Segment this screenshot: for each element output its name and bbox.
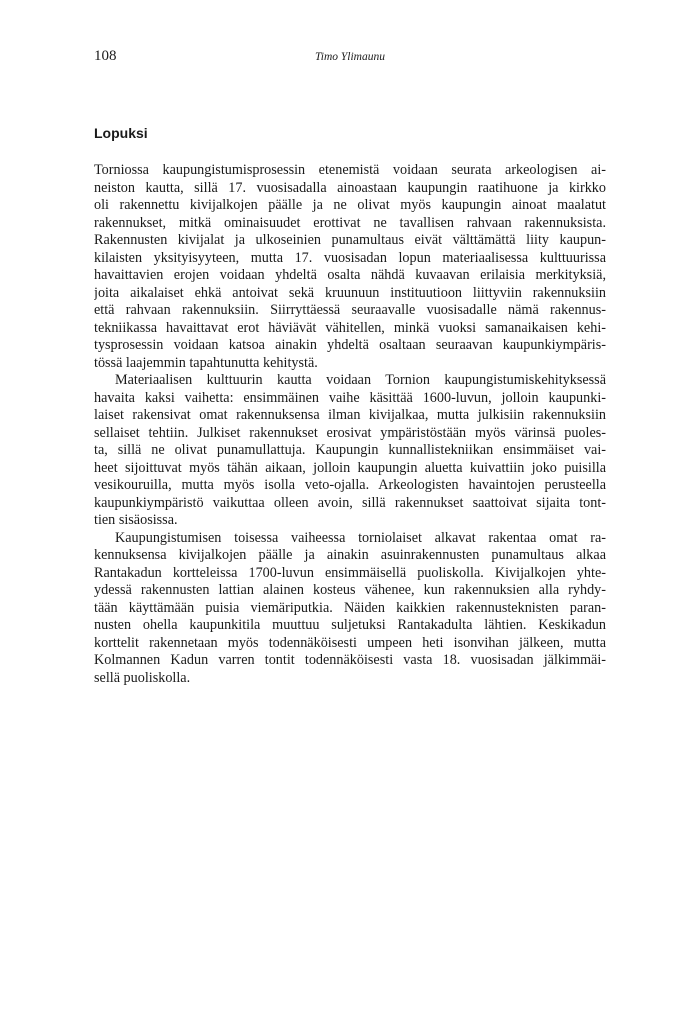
text-line: vesikouruilla, mutta myös isolla veto-ojalla. Arkeologisten havaintojen perusteella [94,477,606,493]
text-line: nusten ohella kaupunkitila muuttuu suljetuksi Rantakadulta lähtien. Keskikadun [94,617,606,633]
text-line: ydessä rakennusten lattian alainen kosteus vähenee, kun rakennuksien alla ryhdy- [94,582,606,598]
text-line: tysprosessin voidaan katsoa ainakin yhdeltä osaltaan seuraavan kaupunkiympäris- [94,337,606,353]
text-line: tään käyttämään puisia viemäriputkia. Näiden kaikkien rakennusteknisten paran- [94,599,606,616]
section-heading: Lopuksi [94,125,148,141]
body-text [94,162,606,687]
text-line: rakennukset, mitkä ominaisuudet erottivat ne tavallisen rahvaan rakennuksista. [94,214,606,231]
text-line: havaita kaksi vaihetta: ensimmäinen vaihe käsittää 1600-luvun, jolloin kaupunki- [94,389,606,406]
text-line: heet sijoittuvat myös tähän aikaan, jolloin kaupungin aluetta kuivattiin joko puisilla [94,459,606,476]
text-line: oli rakennettu kivijalkojen päälle ja ne olivat myös kaupungin ainoat maalatut [94,197,606,213]
text-line: joita aikalaiset ehkä antoivat sekä kruunuun instituutioon liittyviin rakennuksiin [94,284,606,301]
text-line: korttelit rakennetaan myös todennäköisesti umpeen heti isonvihan jälkeen, mutta [94,634,606,651]
paragraph-1 [94,162,606,372]
paragraph-3 [94,530,606,688]
text-line: Kolmannen Kadun varren tontit todennäköisesti vasta 18. vuosisadan jälkimmäi- [94,652,606,668]
text-line: havaittavien erojen voidaan yhdeltä osalta nähdä kuvaavan erilaisia merkityksiä, [94,267,606,283]
text-line: kilaisten yksityisyyteen, mutta 17. vuosisadan lopun materiaalisessa kulttuurissa [94,249,606,266]
text-line: tekniikassa havaittavat erot häviävät vähitellen, minkä vuoksi samanaikaisen kehi- [94,319,606,336]
text-line: Materiaalisen kulttuurin kautta voidaan Tornion kaupungistumiskehityksessä [115,372,606,388]
running-head [94,48,606,70]
text-line: Kaupungistumisen toisessa vaiheessa torniolaiset alkavat rakentaa omat ra- [115,529,606,546]
paragraph-2 [94,372,606,530]
text-line: että rahvaan rakennuksiin. Siirryttäessä seuraavalle vuosisadalle nämä rakennus- [94,302,606,318]
page-number: 108 [94,48,117,64]
text-line: ta, sillä ne olivat punamullattuja. Kaupungin kunnallistekniikan ensimmäiset vai- [94,442,606,458]
text-line: Rakennusten kivijalat ja ulkoseinien punamultaus eivät välttämättä liity kaupun- [94,232,606,248]
text-line: kaupunkiympäristö vaikuttaa olleen avoin, sillä rakennukset saattoivat sijaita tont- [94,494,606,511]
text-line: neiston kautta, sillä 17. vuosisadalla ainoastaan kaupungin raatihuone ja kirkko [94,179,606,196]
text-line: tössä laajemmin tapahtunutta kehitystä. [94,354,318,371]
text-line: kennuksensa kivijalkojen päälle ja ainakin asuinrakennusten punamultaus alkaa [94,547,606,563]
running-head-author: Timo Ylimaunu [315,51,385,63]
text-line: sellä puoliskolla. [94,669,191,686]
text-line: Torniossa kaupungistumisprosessin etenemistä voidaan seurata arkeologisen ai- [94,162,606,178]
text-line: sellaiset tehtiin. Julkiset rakennukset erosivat ympäristöstään myös värinsä puoles- [94,424,606,441]
text-line: laiset rakensivat omat rakennuksensa ilman kivijalkaa, mutta julkisiin rakennuksiin [94,407,606,423]
text-line: tien sisäosissa. [94,512,178,528]
text-line: Rantakadun kortteleissa 1700-luvun ensimmäisellä puoliskolla. Kivijalkojen yhte- [94,564,606,581]
